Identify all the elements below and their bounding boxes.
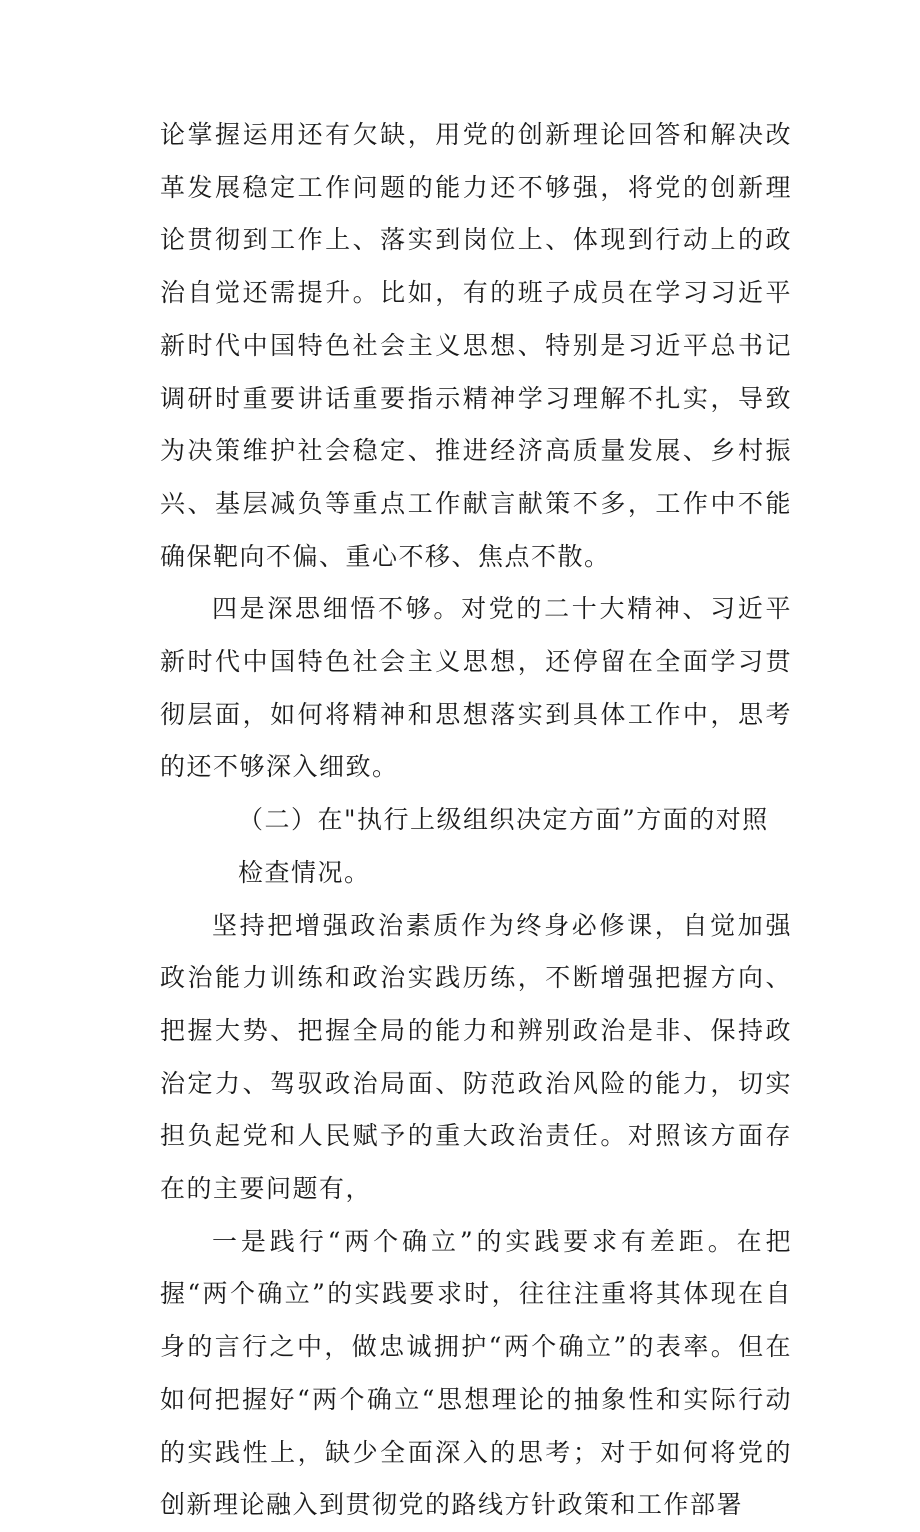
section-heading-two: （二）在"执行上级组织决定方面”方面的对照检查情况。 [238,805,769,887]
paragraph-point-four: 四是深思细悟不够。对党的二十大精神、习近平新时代中国特色社会主义思想，还停留在全面学习贯彻层面，如何将精神和思想落实到具体工作中，思考的还不够深入细致。 [160,594,792,782]
paragraph-point-one: 一是践行“两个确立”的实践要求有差距。在把握“两个确立”的实践要求时，往往注重将其体现在自身的言行之中，做忠诚拥护“两个确立”的表率。但在如何把握好“两个确立“思想理论的抽象性和实际行动的实践性上，缺少全面深入的思考；对于如何将党的创新理论融入到贯彻党的路线方针政策和工作部署 [160,1226,792,1520]
document-body [160,109,792,1532]
paragraph-continued: 论掌握运用还有欠缺，用党的创新理论回答和解决改革发展稳定工作问题的能力还不够强，将党的创新理论贯彻到工作上、落实到岗位上、体现到行动上的政治自觉还需提升。比如，有的班子成员在学习习近平新时代中国特色社会主义思想、特别是习近平总书记调研时重要讲话重要指示精神学习理解不扎实，导致为决策维护社会稳定、推进经济高质量发展、乡村振兴、基层减负等重点工作献言献策不多，工作中不能确保靶向不偏、重心不移、焦点不散。 [160,120,792,571]
paragraph-section-intro: 坚持把增强政治素质作为终身必修课，自觉加强政治能力训练和政治实践历练，不断增强把握方向、把握大势、把握全局的能力和辨别政治是非、保持政治定力、驾驭政治局面、防范政治风险的能力，切实担负起党和人民赋予的重大政治责任。对照该方面存在的主要问题有， [160,910,792,1204]
